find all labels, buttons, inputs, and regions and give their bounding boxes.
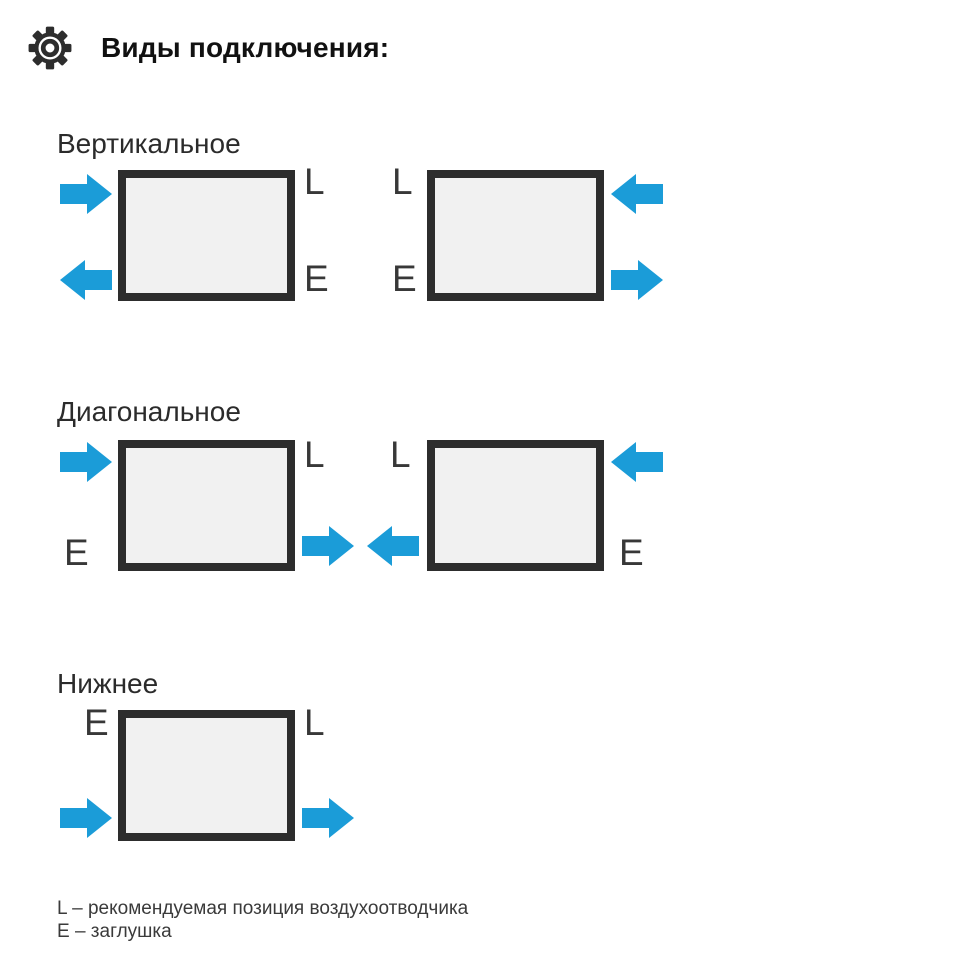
- flow-out-arrow-left-icon: [367, 524, 419, 568]
- gear-icon: [27, 25, 73, 71]
- section-title-vertical: Вертикальное: [57, 128, 241, 159]
- plug-label: E: [84, 702, 109, 743]
- legend-plug-line: E – заглушка: [57, 921, 172, 942]
- flow-in-arrow-right-icon: [60, 796, 112, 840]
- legend: [57, 897, 468, 943]
- radiator-rect: [118, 710, 295, 841]
- air-vent-label: L: [304, 161, 325, 202]
- flow-out-arrow-right-icon: [302, 524, 354, 568]
- air-vent-label: L: [304, 702, 325, 743]
- plug-label: E: [392, 258, 417, 299]
- legend-air-vent-line: L – рекомендуемая позиция воздухоотводчика: [57, 898, 469, 919]
- section-title-bottom: Нижнее: [57, 668, 159, 699]
- air-vent-label: L: [304, 434, 325, 475]
- flow-out-arrow-left-icon: [60, 258, 112, 302]
- page-title: Виды подключения:: [101, 32, 390, 63]
- air-vent-label: L: [390, 434, 411, 475]
- plug-label: E: [619, 532, 644, 573]
- flow-in-arrow-left-icon: [611, 440, 663, 484]
- flow-in-arrow-left-icon: [611, 172, 663, 216]
- radiator-rect: [427, 170, 604, 301]
- flow-in-arrow-right-icon: [60, 440, 112, 484]
- flow-out-arrow-right-icon: [611, 258, 663, 302]
- flow-in-arrow-right-icon: [60, 172, 112, 216]
- flow-out-arrow-right-icon: [302, 796, 354, 840]
- section-title-diagonal: Диагональное: [57, 396, 241, 427]
- radiator-rect: [118, 170, 295, 301]
- air-vent-label: L: [392, 161, 413, 202]
- plug-label: E: [64, 532, 89, 573]
- radiator-rect: [118, 440, 295, 571]
- plug-label: E: [304, 258, 329, 299]
- radiator-rect: [427, 440, 604, 571]
